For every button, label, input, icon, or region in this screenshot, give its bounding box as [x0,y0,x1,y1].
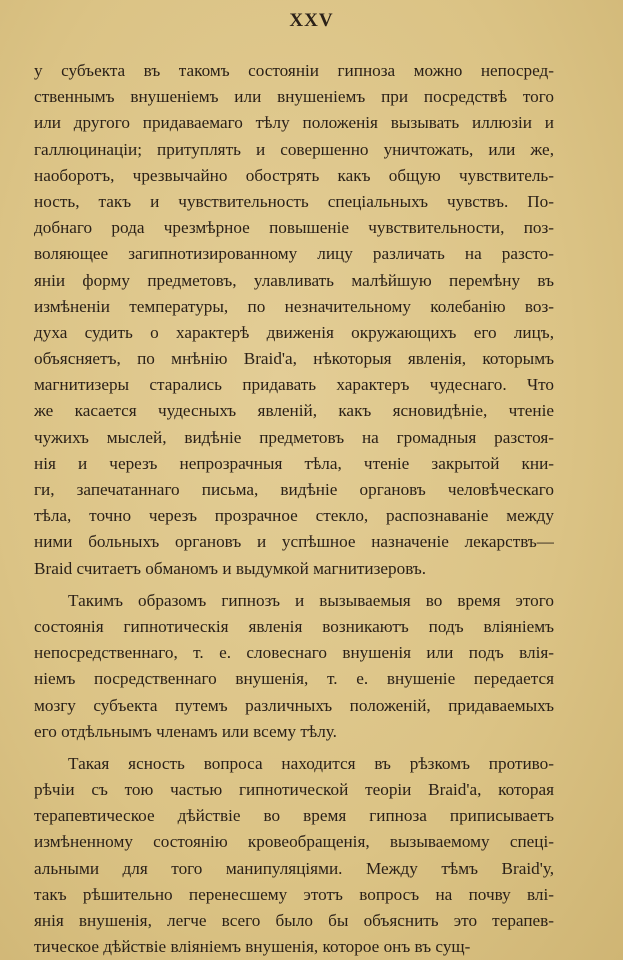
text-line: Braid считаетъ обманомъ и выдумкой магнитизеровъ. [34,558,427,578]
text-line: тѣла, точно черезъ прозрачное стекло, распознаваніе между [34,506,554,526]
paragraph [34,58,554,582]
text-line: чужихъ мыслей, видѣніе предметовъ на громадныя разстоя- [34,427,554,447]
text-line: у субъекта въ такомъ состояніи гипноза можно непосред- [34,61,554,80]
page-body-text [34,58,554,960]
text-line: его отдѣльнымъ членамъ или всему тѣлу. [34,721,337,741]
text-line: Такимъ образомъ гипнозъ и вызываемыя во время этого [68,590,554,610]
text-line: же касается чудесныхъ явленій, какъ ясновидѣніе, чтеніе [34,401,554,421]
text-line: воляющее загипнотизированному лицу различать на разсто- [34,244,554,264]
text-line: такъ рѣшительно перенесшему этотъ вопросъ на почву влі- [34,884,554,904]
text-line: ніемъ посредственнаго внушенія, т. е. внушеніе передается [34,669,554,689]
text-line: духа судить о характерѣ движенія окружающихъ его лицъ, [34,322,554,342]
text-line: добнаго рода чрезмѣрное повышеніе чувствительности, поз- [34,218,554,238]
text-line: магнитизеры старались придавать характеръ чудеснаго. Что [34,375,554,395]
text-line: состоянія гипнотическія явленія возникаютъ подъ вліяніемъ [34,616,554,636]
text-line: непосредственнаго, т. е. словеснаго внушенія или подъ влія- [34,643,554,663]
text-line: янія внушенія, легче всего было бы объяснить это терапев- [34,911,554,930]
text-line: или другого придаваемаго тѣлу положенія вызывать иллюзіи и [34,113,554,133]
text-line: галлюцинаціи; притуплять и совершенно уничтожать, или же, [34,139,554,159]
text-line: измѣненному состоянію кровеобращенія, вызываемому спеці- [34,832,554,852]
text-line: рѣчіи съ тою частью гипнотической теоріи Braid'а, которая [34,780,554,800]
text-line: мозгу субъекта путемъ различныхъ положеній, придаваемыхъ [34,695,554,715]
text-line: альными для того манипуляціями. Между тѣмъ Braid'у, [34,858,554,878]
text-line: яніи форму предметовъ, улавливать малѣйшую перемѣну въ [34,270,554,290]
text-line: ги, запечатаннаго письма, видѣніе органовъ человѣческаго [34,480,554,499]
text-line: нія и черезъ непрозрачныя тѣла, чтеніе закрытой кни- [34,453,554,473]
text-line: ними больныхъ органовъ и успѣшное назначеніе лекарствъ— [34,532,554,552]
text-line: объясняетъ, по мнѣнію Braid'а, нѣкоторыя явленія, которымъ [34,349,554,369]
page-number-header: XXV [289,10,334,31]
paragraph [34,588,554,745]
text-line: измѣненіи температуры, по незначительному колебанію воз- [34,296,554,316]
text-line: терапевтическое дѣйствіе во время гипноза приписываетъ [34,806,554,826]
text-line: ность, такъ и чувствительность спеціальныхъ чувствъ. По- [34,191,554,211]
text-line: тическое дѣйствіе вліяніемъ внушенія, которое онъ въ сущ- [34,937,471,957]
paragraph [34,751,554,960]
text-line: ственнымъ внушеніемъ или внушеніемъ при посредствѣ того [34,87,554,107]
text-line: Такая ясность вопроса находится въ рѣзкомъ противо- [68,753,554,773]
text-line: наоборотъ, чрезвычайно обострять какъ общую чувствитель- [34,165,554,185]
